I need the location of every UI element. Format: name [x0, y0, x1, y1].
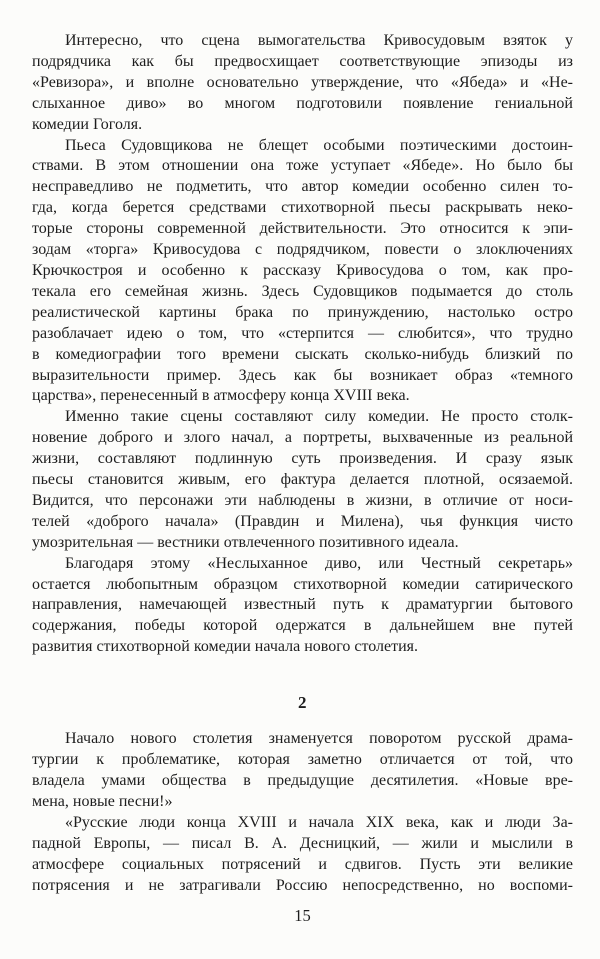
text-line: комедии Гоголя. [32, 115, 143, 133]
text-line: разоблачает идею о том, что «стерпится — слюбится», что трудно [32, 324, 573, 342]
text-line: потрясения и не затрагивали Россию непосредственно, но воспоми- [32, 876, 573, 894]
text-line: владела умами общества в предыдущие десятилетия. «Новые вре- [32, 772, 573, 789]
text-line: Пьеса Судовщикова не блещет особыми поэтическими достоин- [65, 136, 573, 154]
text-line: Благодаря этому «Неслыханное диво, или Честный секретарь» [65, 554, 573, 572]
text-line: направления, намечающей известный путь к драматургии бытового [32, 596, 573, 614]
text-line: мена, новые песни!» [32, 792, 173, 810]
text-line: ствами. В этом отношении она тоже уступает «Ябеде». Но было бы [32, 157, 573, 175]
text-line: Начало нового столетия знаменуется поворотом русской драма- [65, 730, 573, 748]
text-line: Интересно, что сцена вымогательства Кривосудовым взяток у [65, 32, 573, 49]
text-line: «Русские люди конца XVIII и начала XIX века, как и люди За- [65, 813, 573, 831]
text-line: текала его семейная жизнь. Здесь Судовщиков подымается до столь [32, 282, 573, 300]
paragraph [32, 729, 573, 813]
text-line: жизни, составляют подлинную суть произведения. И сразу язык [32, 450, 573, 468]
paragraph [32, 813, 573, 897]
text-line: падной Европы, — писал В. А. Десницкий, — жили и мыслили в [32, 834, 573, 852]
paragraph [32, 407, 573, 553]
text-line: тургии к проблематике, которая заметно отличается от той, что [32, 751, 573, 769]
text-line: царства», перенесенный в атмосферу конца XVIII века. [32, 387, 410, 405]
text-line: Именно такие сцены составляют силу комедии. Не просто столк- [65, 408, 573, 426]
section-heading: 2 [298, 693, 307, 713]
text-line: подрядчика как бы предвосхищает соответствующие эпизоды из [32, 52, 573, 70]
text-line: умозрительная — вестники отвлеченного позитивного идеала. [32, 533, 459, 551]
text-line: торые стороны современной действительности. Это относится к эпи- [32, 220, 573, 238]
text-line: пьесы становится живым, его фактура делается плотной, осязаемой. [32, 471, 573, 489]
text-line: в комедиографии того времени сыскать сколько-нибудь близкий по [32, 345, 573, 363]
text-line: остается любопытным образцом стихотворной комедии сатирического [32, 575, 573, 593]
text-line: «Ревизора», и вполне основательно утверждение, что «Ябеда» и «Не- [32, 73, 573, 91]
text-line: Крючкостроя и особенно к рассказу Кривосудова о том, как про- [32, 261, 573, 279]
text-line: слыханное диво» во многом подготовили появление гениальной [32, 94, 573, 112]
paragraph [32, 554, 573, 659]
paragraph [32, 136, 573, 408]
paragraph [32, 31, 573, 136]
text-line: Видится, что персонажи эти наблюдены в жизни, в отличие от носи- [32, 491, 573, 509]
text-line: содержания, победы которой одержатся в дальнейшем вне путей [32, 617, 573, 635]
text-line: телей «доброго начала» (Правдин и Милена), чья функция чисто [32, 512, 573, 530]
text-line: реалистической картины брака по принуждению, настолько остро [32, 303, 573, 321]
text-line: выразительности пример. Здесь как бы возникает образ «темного [32, 366, 573, 384]
text-line: атмосфере социальных потрясений и сдвигов. Пусть эти великие [32, 855, 573, 873]
page-number: 15 [294, 906, 311, 926]
text-line: новение доброго и злого начал, а портреты, выхваченные из реальной [32, 429, 573, 447]
text-line: несправедливо не подметить, что автор комедии особенно силен то- [32, 178, 573, 196]
text-line: зодам «торга» Кривосудова с подрядчиком, повести о злоключениях [32, 241, 573, 259]
text-line: гда, когда берется средствами стихотворной пьесы раскрывать неко- [32, 199, 573, 217]
text-line: развития стихотворной комедии начала нового столетия. [32, 638, 419, 656]
text-column [32, 31, 573, 926]
